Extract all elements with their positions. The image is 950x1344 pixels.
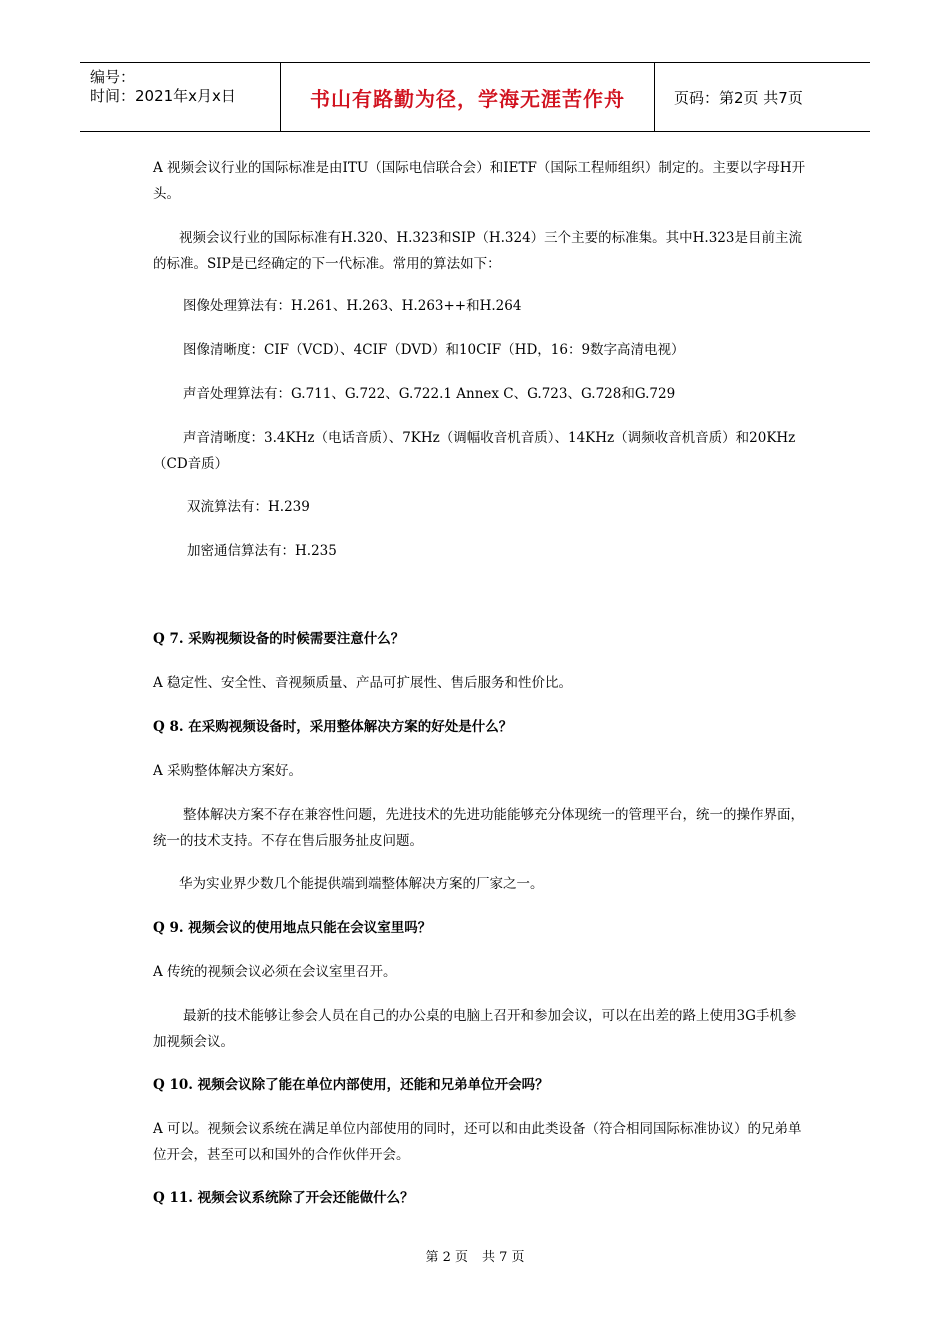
question-heading: Q 11. 视频会议系统除了开会还能做什么？: [153, 1190, 414, 1206]
answer-paragraph: A 传统的视频会议必须在会议室里召开。: [153, 964, 397, 980]
list-item: 双流算法有：H.239: [187, 499, 310, 515]
header-page-info: [664, 63, 870, 131]
list-item: 图像处理算法有：H.261、H.263、H.263++和H.264: [183, 298, 522, 314]
list-item: 加密通信算法有：H.235: [187, 543, 337, 559]
list-item: 声音处理算法有：G.711、G.722、G.722.1 Annex C、G.723、G.728和G.729: [183, 386, 676, 402]
question-heading: Q 8. 在采购视频设备时，采用整体解决方案的好处是什么？: [153, 719, 513, 735]
answer-paragraph: A 采购整体解决方案好。: [153, 763, 303, 779]
footer-total-pages: 共 7 页: [482, 1250, 525, 1265]
answer-paragraph: A 稳定性、安全性、音视频质量、产品可扩展性、售后服务和性价比。: [153, 675, 573, 691]
document-date: 时间：2021年x月x日: [90, 87, 236, 105]
page-footer: [0, 1246, 950, 1265]
answer-paragraph: A 可以。视频会议系统在满足单位内部使用的同时，还可以和由此类设备（符合相同国际标准协议）的兄弟单位开会，甚至可以和国外的合作伙伴开会。: [153, 1121, 802, 1163]
body-paragraph: 最新的技术能够让参会人员在自己的办公桌的电脑上召开和参加会议，可以在出差的路上使用3G手机参加视频会议。: [153, 1008, 797, 1050]
page-info-text: 页码：第2页 共7页: [674, 88, 803, 107]
question-heading: Q 10. 视频会议除了能在单位内部使用，还能和兄弟单位开会吗？: [153, 1077, 549, 1093]
question-heading: Q 7. 采购视频设备的时候需要注意什么？: [153, 631, 405, 647]
body-paragraph: 整体解决方案不存在兼容性问题，先进技术的先进功能能够充分体现统一的管理平台，统一的操作界面，统一的技术支持。不存在售后服务扯皮问题。: [153, 807, 804, 849]
question-heading: Q 9. 视频会议的使用地点只能在会议室里吗？: [153, 920, 432, 936]
answer-paragraph: A 视频会议行业的国际标准是由ITU（国际电信联合会）和IETF（国际工程师组织）制定的。主要以字母H开头。: [153, 160, 806, 202]
list-item: 声音清晰度：3.4KHz（电话音质）、7KHz（调幅收音机音质）、14KHz（调频收音机音质）和20KHz（CD音质）: [153, 430, 796, 472]
body-paragraph: 华为实业界少数几个能提供端到端整体解决方案的厂家之一。: [179, 876, 544, 892]
page-header: [80, 62, 870, 132]
document-number-label: 编号：: [90, 68, 136, 86]
body-paragraph: 视频会议行业的国际标准有H.320、H.323和SIP（H.324）三个主要的标准集。其中H.323是目前主流的标准。SIP是已经确定的下一代标准。常用的算法如下：: [153, 230, 802, 272]
footer-page-number: 第 2 页: [425, 1250, 468, 1265]
header-meta-cell: [80, 63, 281, 131]
list-item: 图像清晰度：CIF（VCD）、4CIF（DVD）和10CIF（HD，16：9数字高清电视）: [183, 342, 685, 358]
header-motto: 书山有路勤为径，学海无涯苦作舟: [281, 63, 655, 131]
